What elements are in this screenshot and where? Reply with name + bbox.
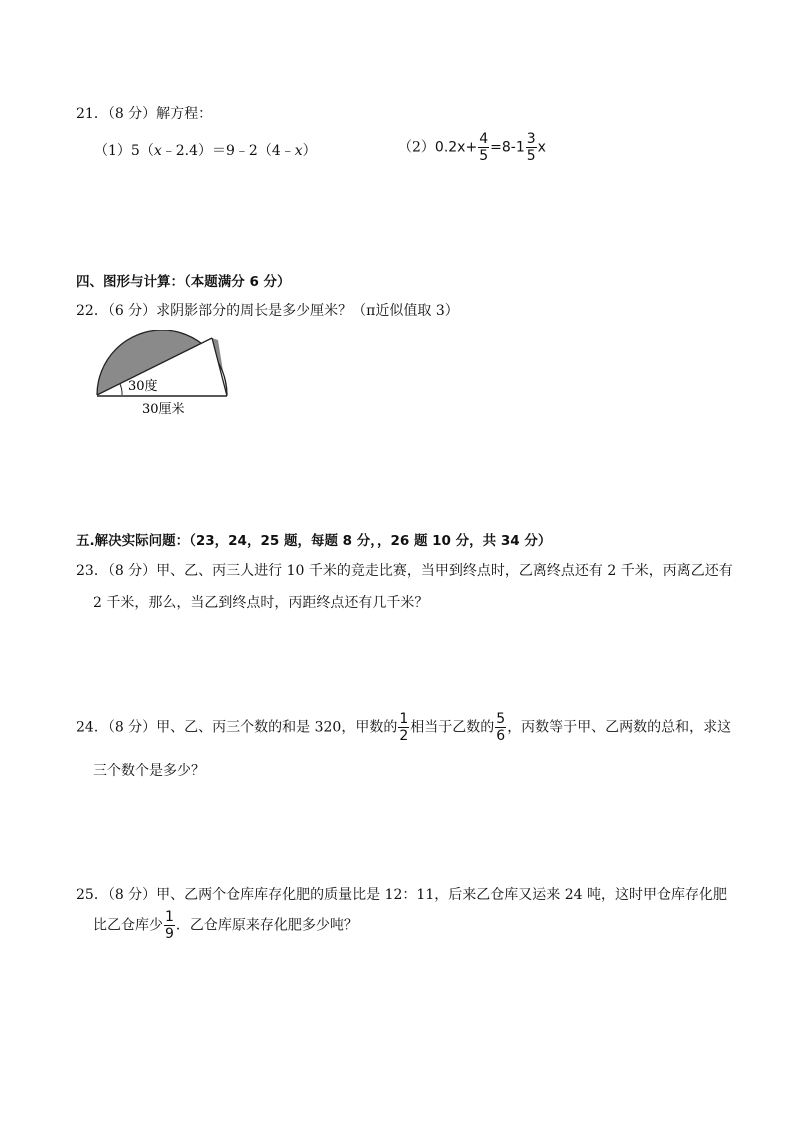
q21-eq2-fraction-2 [526,132,537,163]
fraction-numerator: 1 [399,711,409,727]
q24-text-a: 24．（8 分）甲、乙、丙三个数的和是 320，甲数的 [76,719,398,736]
q25-fraction-ninth [164,910,175,941]
q21-equation-2 [398,132,546,163]
angle-label: 30度 [128,379,158,394]
q22-figure [90,330,230,420]
q21-eq1-mid: ﹣2.4）＝9﹣2（4﹣ [161,143,295,159]
fraction-numerator: 3 [526,131,536,147]
section-5-heading: 五.解决实际问题：（23，24，25 题，每题 8 分，，26 题 10 分，共 34 分） [76,533,552,549]
q21-eq1-var-x2: x [294,143,303,159]
fraction-denominator: 5 [479,148,489,164]
q21-eq1-tail: ） [302,143,317,159]
q22-text: 22．（6 分）求阴影部分的周长是多少厘米？（π近似值取 3） [76,303,459,319]
q21-eq2-term-b: =8-1 [490,139,525,156]
q23-line-1: 23．（8 分）甲、乙、丙三人进行 10 千米的竞走比赛，当甲到终点时，乙离终点还有 2 千米，丙离乙还有 [76,563,733,579]
fraction-numerator: 1 [165,909,174,925]
q21-eq1-var-x: x [153,143,162,159]
fraction-denominator: 6 [496,728,506,744]
q25-line-1: 25．（8 分）甲、乙两个仓库库存化肥的质量比是 12：11，后来乙仓库又运来 24 吨，这时甲仓库存化肥 [76,887,727,903]
q24-text-b: 相当于乙数的 [410,719,495,736]
q21-equation-1 [94,140,317,160]
fraction-numerator: 5 [496,711,506,727]
q25-line-2 [93,910,358,941]
q23-line-2: 2 千米，那么，当乙到终点时，丙距终点还有几千米？ [93,595,429,611]
q24-line-2: 三个数个是多少？ [93,763,205,779]
q24-text-c: ，丙数等于甲、乙两数的总和，求这 [507,719,732,736]
q25-text-b: ．乙仓库原来存化肥多少吨？ [175,917,358,934]
q21-eq2-term-c: x [537,139,546,156]
q21-eq1-lead: （1）5（ [94,143,154,159]
q25-text-a: 比乙仓库少 [93,917,163,934]
q24-fraction-five-sixths [495,712,506,743]
q24-line-1 [76,712,731,743]
section-4-heading: 四、图形与计算：（本题满分 6 分） [76,274,291,290]
q21-eq2-term-a: 0.2x+ [434,139,478,156]
q21-eq2-fraction-1 [478,132,489,163]
q21-eq2-lead: （2） [398,139,435,156]
fraction-denominator: 5 [526,148,536,164]
base-label: 30厘米 [142,402,185,417]
fraction-numerator: 4 [479,131,489,147]
q24-fraction-half [398,712,409,743]
fraction-denominator: 9 [165,926,174,942]
q21-heading: 21．（8 分）解方程： [76,106,213,122]
fraction-denominator: 2 [399,728,409,744]
